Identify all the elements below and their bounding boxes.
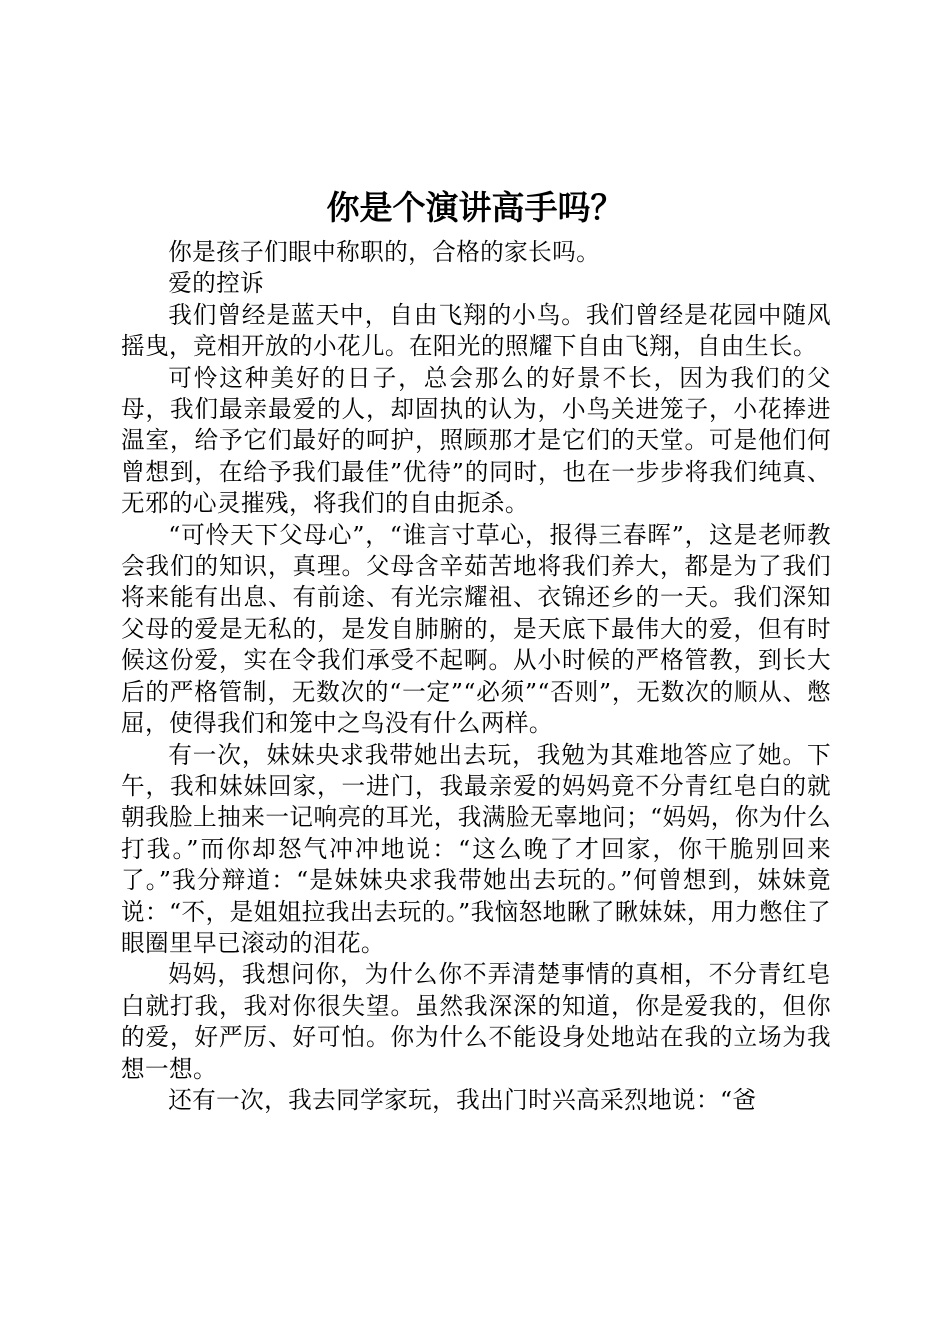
paragraph: 我们曾经是蓝天中，自由飞翔的小鸟。我们曾经是花园中随风摇曳，竞相开放的小花儿。在阳光的照耀下自由飞翔，自由生长。 bbox=[121, 300, 831, 361]
paragraph: 爱的控诉 bbox=[168, 269, 265, 298]
document-title: 你是个演讲高手吗？ bbox=[326, 188, 624, 227]
document-body bbox=[121, 237, 831, 1116]
paragraph: 有一次，妹妹央求我带她出去玩，我勉为其难地答应了她。下午，我和妹妹回家，一进门，我最亲爱的妈妈竟不分青红皂白的就朝我脸上抽来一记响亮的耳光，我满脸无辜地问；“妈妈，你为什么打我。”而你却怒气冲冲地说：“这么晚了才回家，你干脆别回来了。”我分辩道：“是妹妹央求我带她出去玩的。”何曾想到，妹妹竟说：“不，是姐姐拉我出去玩的。”我恼怒地瞅了瞅妹妹，用力憋住了眼圈里早已滚动的泪花。 bbox=[121, 740, 831, 957]
paragraph: 妈妈，我想问你，为什么你不弄清楚事情的真相，不分青红皂白就打我，我对你很失望。虽然我深深的知道，你是爱我的，但你的爱，好严厉、好可怕。你为什么不能设身处地站在我的立场为我想一想。 bbox=[121, 960, 831, 1083]
paragraph: 还有一次，我去同学家玩，我出门时兴高采烈地说：“爸 bbox=[168, 1085, 757, 1114]
paragraph: “可怜天下父母心”，“谁言寸草心，报得三春晖”，这是老师教会我们的知识，真理。父母含辛茹苦地将我们养大，都是为了我们将来能有出息、有前途、有光宗耀祖、衣锦还乡的一天。我们深知父母的爱是无私的，是发自肺腑的，是天底下最伟大的爱，但有时候这份爱，实在令我们承受不起啊。从小时候的严格管教，到长大后的严格管制，无数次的“一定”“必须”“否则”，无数次的顺从、憋屈，使得我们和笼中之鸟没有什么两样。 bbox=[121, 520, 831, 738]
paragraph: 你是孩子们眼中称职的，合格的家长吗。 bbox=[168, 238, 601, 266]
paragraph: 可怜这种美好的日子，总会那么的好景不长，因为我们的父母，我们最亲最爱的人，却固执的认为，小鸟关进笼子，小花捧进温室，给予它们最好的呵护，照顾那才是它们的天堂。可是他们何曾想到，在给予我们最佳”优待”的同时，也在一步步将我们纯真、无邪的心灵摧残，将我们的自由扼杀。 bbox=[121, 363, 831, 518]
